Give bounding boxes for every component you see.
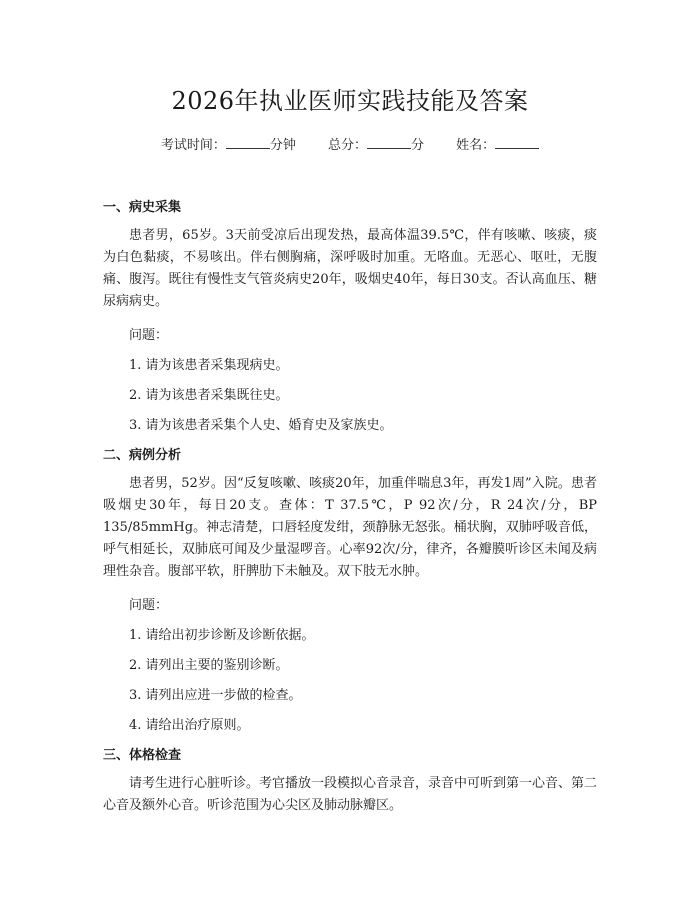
- exam-paragraph: 请考生进行心脏听诊。考官播放一段模拟心音录音，录音中可听到第一心音、第二心音及额外心音。听诊范围为心尖区及肺动脉瓣区。: [103, 776, 598, 813]
- candidate-name-label: 姓名：: [456, 138, 496, 153]
- question-item: 4. 请给出治疗原则。: [129, 718, 250, 733]
- total-score-unit: 分: [411, 138, 425, 153]
- candidate-name-blank: [495, 134, 539, 149]
- question-item: 2. 请为该患者采集既往史。: [129, 388, 289, 403]
- case-paragraph: 患者男，65岁。3天前受凉后出现发热，最高体温39.5℃，伴有咳嗽、咳痰，痰为白色黏痰，不易咳出。伴右侧胸痛，深呼吸时加重。无咯血。无恶心、呕吐，无腹痛、腹泻。既往有慢性支气管炎病史20年，吸烟史40年，每日30支。否认高血压、糖尿病病史。: [103, 228, 597, 309]
- total-score-blank: [367, 134, 411, 149]
- section-physical-exam: [103, 746, 597, 817]
- question-label: 问题：: [129, 598, 169, 613]
- section-case-analysis: [103, 446, 597, 736]
- exam-time: [161, 134, 296, 156]
- question-item: 1. 请给出初步诊断及诊断依据。: [129, 628, 315, 643]
- question-list: [103, 356, 597, 436]
- question-label: 问题：: [129, 328, 169, 343]
- question-item: 2. 请列出主要的鉴别诊断。: [129, 658, 289, 673]
- question-item: 1. 请为该患者采集现病史。: [129, 358, 289, 373]
- section-history-taking: [103, 198, 597, 436]
- exam-time-blank: [226, 134, 270, 149]
- candidate-name: [456, 134, 539, 156]
- question-list: [103, 626, 597, 736]
- section-heading: 一、病史采集: [103, 200, 182, 215]
- total-score-label: 总分：: [327, 138, 367, 153]
- section-heading: 二、病例分析: [103, 448, 182, 463]
- exam-time-label: 考试时间：: [160, 138, 226, 153]
- section-heading: 三、体格检查: [103, 748, 182, 763]
- question-item: 3. 请为该患者采集个人史、婚育史及家族史。: [129, 418, 393, 433]
- exam-time-unit: 分钟: [269, 138, 296, 153]
- question-item: 3. 请列出应进一步做的检查。: [129, 688, 302, 703]
- total-score: [328, 134, 424, 156]
- document-title: 2026年执业医师实践技能及答案: [171, 87, 529, 115]
- exam-meta: [103, 134, 597, 156]
- case-paragraph: 患者男，52岁。因“反复咳嗽、咳痰20年，加重伴喘息3年，再发1周”入院。患者吸烟史30年，每日20支。查体：T 37.5℃，P 92次/分，R 24次/分，BP 135/85mmHg。神志清楚，口唇轻度发绀，颈静脉无怒张。桶状胸，双肺呼吸音低，呼气相延长，双肺底可闻及少量湿啰音。心率92次/分，律齐，各瓣膜听诊区未闻及病理性杂音。腹部平软，肝脾肋下未触及。双下肢无水肿。: [103, 476, 597, 579]
